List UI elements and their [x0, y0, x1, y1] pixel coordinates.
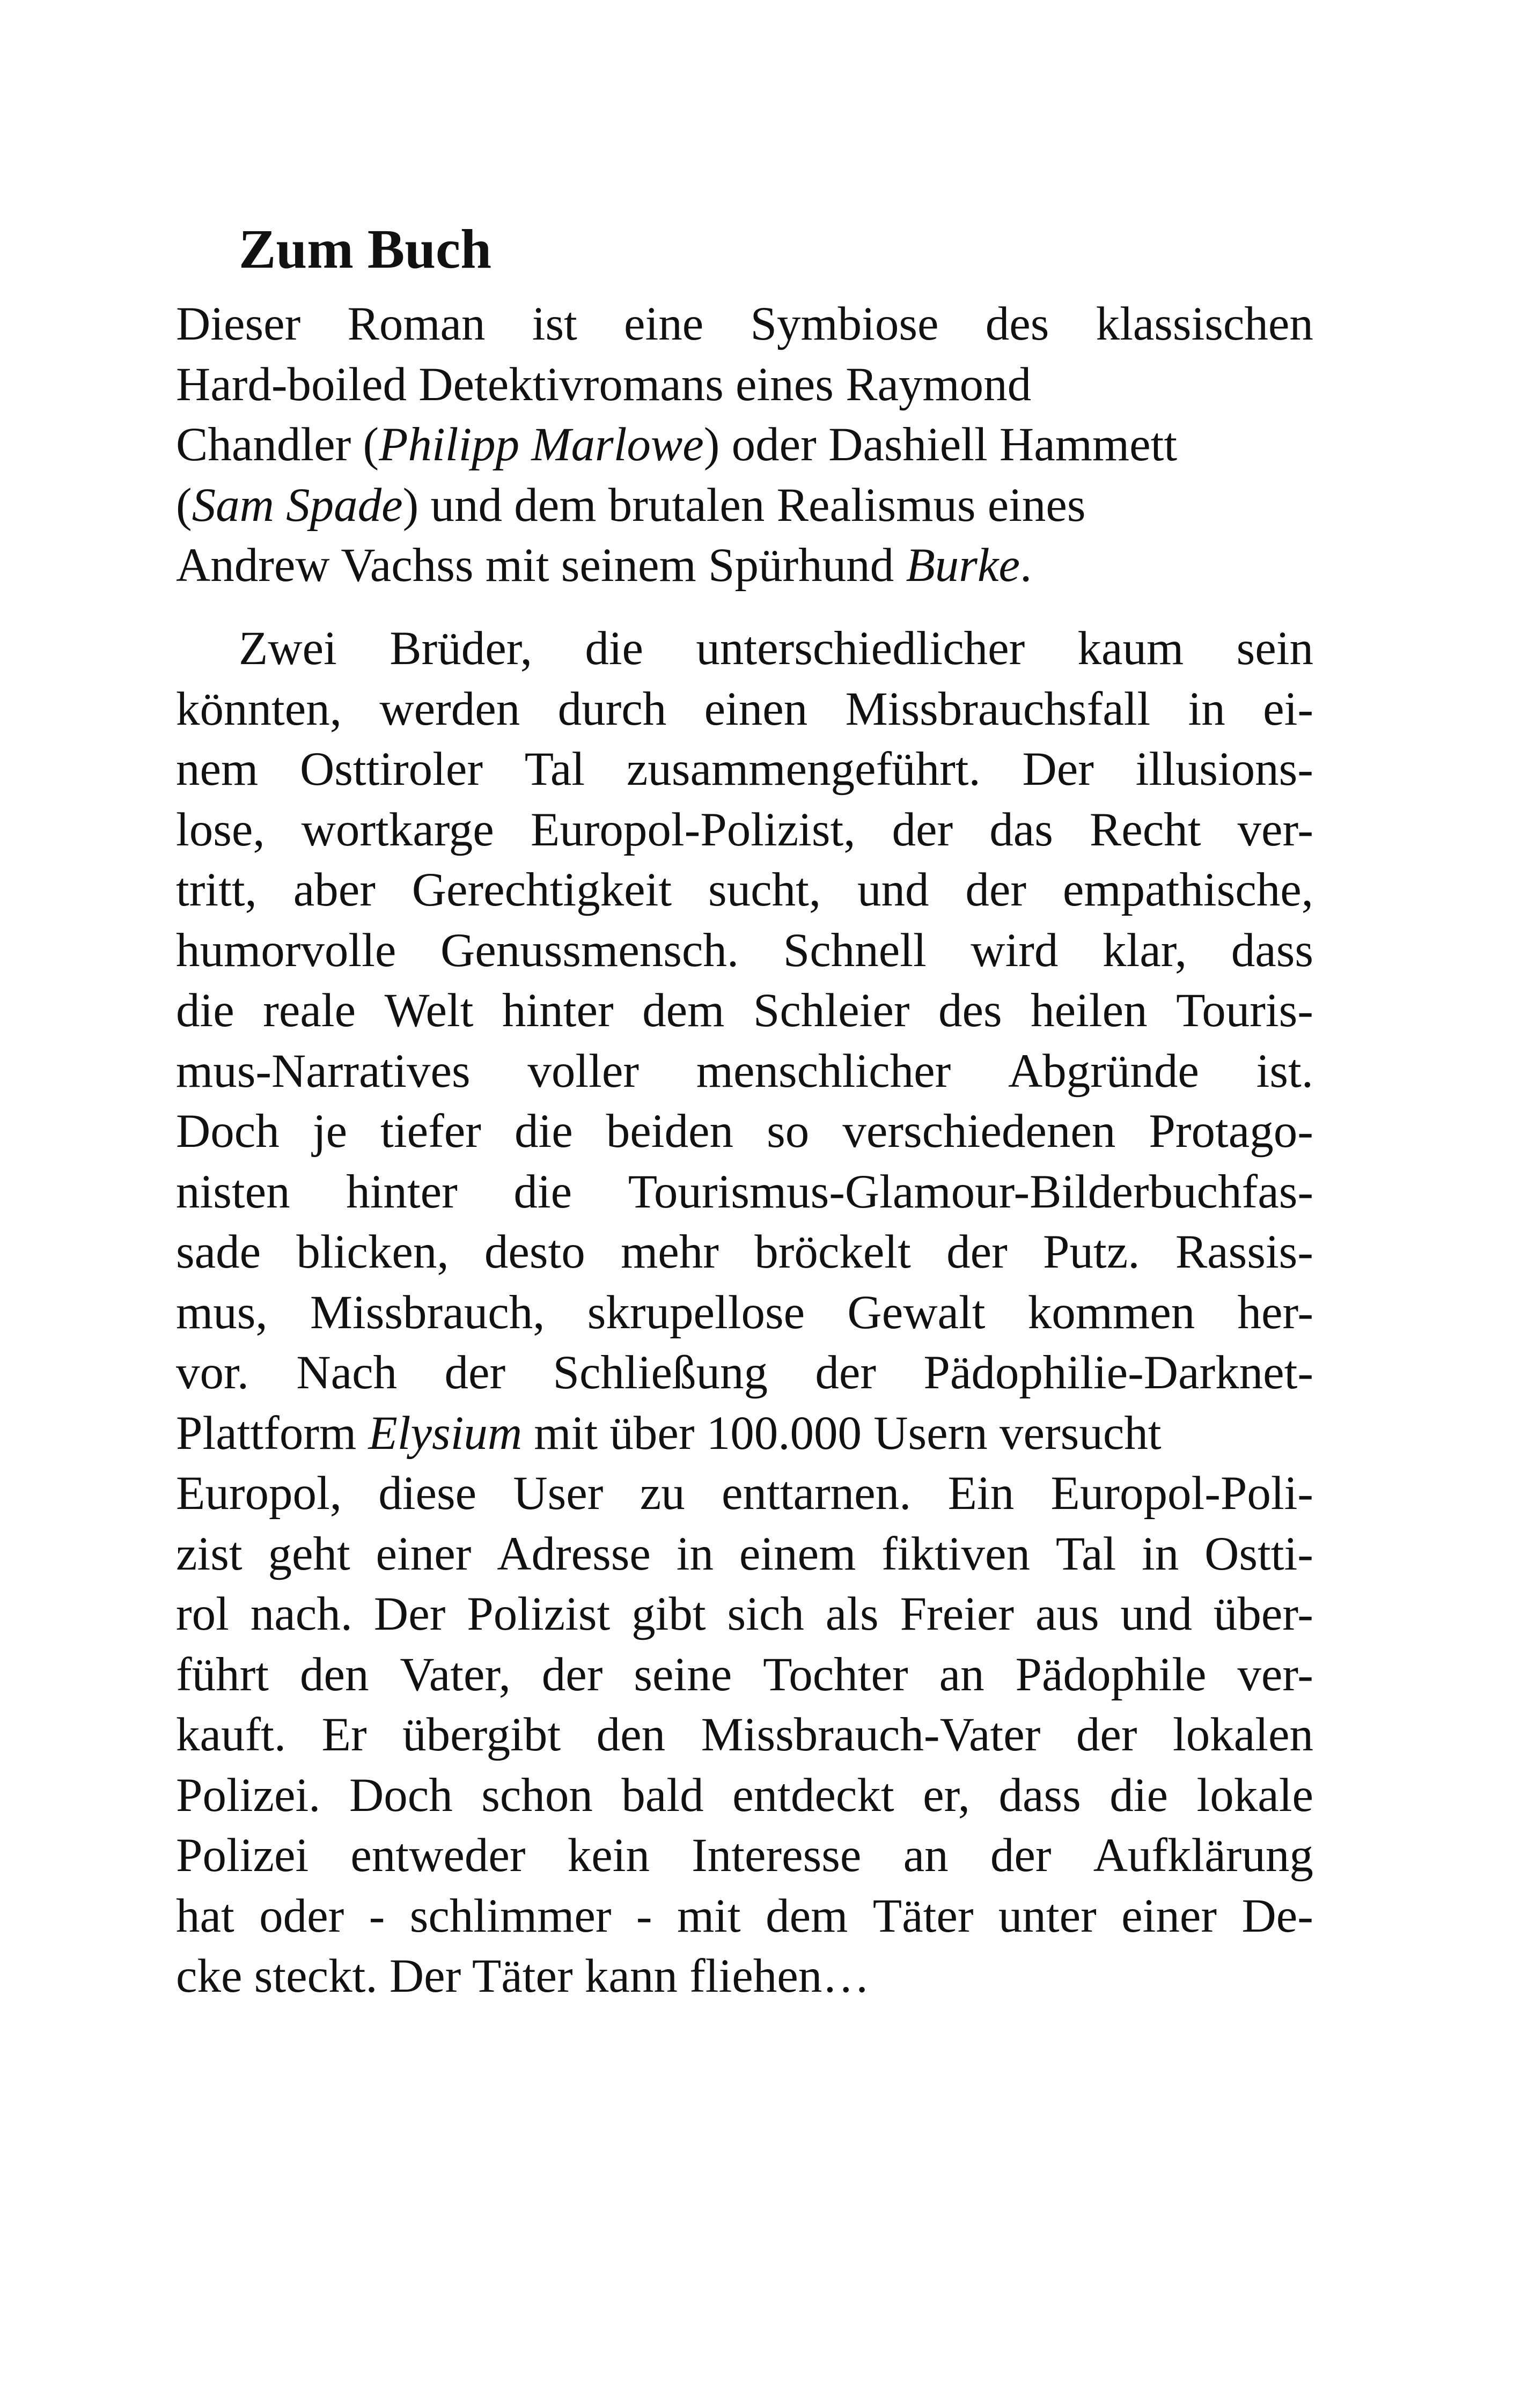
word: Polizist — [467, 1588, 611, 1640]
word: Der — [1022, 743, 1094, 796]
word: De- — [1241, 1889, 1313, 1942]
word: Gerechtigkeit — [412, 864, 672, 916]
word: Vater, — [400, 1648, 511, 1701]
word: Tourismus-Glamour-Bilderbuchfas- — [628, 1165, 1313, 1218]
word: übergibt — [402, 1709, 561, 1761]
word: vor. — [176, 1346, 249, 1399]
word: Genussmensch. — [440, 924, 739, 977]
word: Symbiose — [750, 298, 939, 350]
word: schon — [481, 1769, 593, 1822]
word: Putz. — [1043, 1226, 1140, 1278]
word: Schnell — [783, 924, 927, 977]
word: Interesse — [692, 1829, 862, 1882]
text-line — [176, 1645, 1313, 1705]
word: sein — [1236, 622, 1313, 675]
word: wird — [971, 924, 1059, 977]
word: dass — [1231, 924, 1313, 977]
line-text: Andrew Vachss mit seinem Spürhund — [176, 539, 906, 592]
word: klar, — [1103, 924, 1187, 977]
word: illusions- — [1135, 743, 1313, 796]
text-line — [176, 1946, 1313, 2007]
word: der — [541, 1648, 603, 1701]
word: unterschiedlicher — [696, 622, 1025, 675]
line-text: . — [1019, 539, 1032, 592]
word: lose, — [176, 803, 265, 856]
line-text: mit über 100.000 Usern versucht — [522, 1406, 1162, 1460]
text-line — [176, 535, 1313, 596]
word: in — [1188, 682, 1225, 735]
word: durch — [557, 682, 667, 735]
word: zist — [176, 1527, 243, 1580]
word: Polizei. — [176, 1769, 321, 1822]
word: einem — [739, 1527, 856, 1580]
word: gibt — [631, 1588, 706, 1640]
character-name-philipp-marlowe: Philipp Marlowe — [379, 418, 704, 471]
word: Europol, — [176, 1467, 342, 1520]
word: User — [513, 1467, 604, 1520]
word: Pädophilie-Darknet- — [923, 1346, 1313, 1399]
word: ver- — [1237, 803, 1313, 856]
word: hinter — [502, 984, 614, 1037]
word: lokale — [1196, 1769, 1313, 1822]
word: Tal — [524, 743, 585, 796]
word: lokalen — [1173, 1709, 1313, 1761]
word: als — [825, 1588, 879, 1640]
word: Tal — [1055, 1527, 1116, 1580]
character-name-burke: Burke — [906, 539, 1020, 592]
word: in — [676, 1527, 714, 1580]
word: der — [965, 864, 1027, 916]
text-line — [176, 1524, 1313, 1585]
word: kommen — [1027, 1286, 1195, 1339]
word: je — [312, 1105, 348, 1158]
word: Rassis- — [1175, 1226, 1313, 1278]
word: die — [1109, 1769, 1169, 1822]
word: sich — [727, 1588, 804, 1640]
line-text: Plattform — [176, 1406, 369, 1460]
text-line — [176, 1101, 1313, 1162]
word: ver- — [1237, 1648, 1313, 1701]
text-line — [176, 355, 1313, 415]
word: der — [1076, 1709, 1137, 1761]
word: Adresse — [497, 1527, 651, 1580]
word: bröckelt — [754, 1226, 911, 1278]
word: führt — [176, 1648, 269, 1701]
word: kauft. — [176, 1709, 286, 1761]
word: humorvolle — [176, 924, 396, 977]
word: bald — [621, 1769, 704, 1822]
text-line — [176, 981, 1313, 1041]
word: kein — [567, 1829, 650, 1882]
text-line — [176, 679, 1313, 740]
word: blicken, — [296, 1226, 449, 1278]
text-line — [176, 294, 1313, 355]
word: her- — [1237, 1286, 1313, 1339]
word: - — [369, 1889, 385, 1942]
text-line — [176, 1825, 1313, 1886]
section-title: Zum Buch — [239, 218, 492, 280]
word: Recht — [1089, 803, 1201, 856]
word: heilen — [1031, 984, 1148, 1037]
text-line — [176, 1041, 1313, 1102]
word: Nach — [296, 1346, 398, 1399]
platform-name-elysium: Elysium — [368, 1406, 523, 1460]
word: zusammengeführt. — [626, 743, 981, 796]
word: nisten — [176, 1165, 290, 1218]
word: Dieser — [176, 298, 301, 350]
word: nem — [176, 743, 259, 796]
word: desto — [484, 1226, 585, 1278]
word: den — [596, 1709, 666, 1761]
word: mit — [677, 1889, 741, 1942]
line-text: ) oder Dashiell Hammett — [703, 418, 1178, 471]
word: fiktiven — [881, 1527, 1030, 1580]
word: - — [636, 1889, 652, 1942]
word: wortkarge — [301, 803, 494, 856]
word: der — [444, 1346, 506, 1399]
word: könnten, — [176, 682, 342, 735]
word: sucht, — [708, 864, 821, 916]
word: Schleier — [753, 984, 910, 1037]
text-line — [176, 1403, 1313, 1464]
word: Er — [321, 1709, 367, 1761]
word: skrupellose — [587, 1286, 805, 1339]
word: die — [176, 984, 234, 1037]
word: den — [299, 1648, 369, 1701]
word: dem — [766, 1889, 848, 1942]
word: Doch — [176, 1105, 280, 1158]
word: Pädophile — [1015, 1648, 1207, 1701]
word: hat — [176, 1889, 234, 1942]
text-line — [176, 1162, 1313, 1223]
word: die — [513, 1165, 572, 1218]
word: Der — [373, 1588, 446, 1640]
word: aus — [1035, 1588, 1099, 1640]
word: einen — [704, 682, 808, 735]
word: enttarnen. — [722, 1467, 912, 1520]
text-line — [176, 739, 1313, 800]
text-line — [176, 1283, 1313, 1343]
word: voller — [527, 1044, 640, 1098]
word: über- — [1213, 1588, 1313, 1640]
word: reale — [263, 984, 356, 1037]
text-line — [176, 1463, 1313, 1524]
text-line — [176, 1343, 1313, 1403]
word: des — [938, 984, 1002, 1037]
word: Gewalt — [847, 1286, 986, 1339]
word: Täter — [872, 1889, 974, 1942]
word: der — [990, 1829, 1052, 1882]
word: so — [767, 1105, 810, 1158]
word: ei- — [1263, 682, 1313, 735]
word: dass — [998, 1769, 1081, 1822]
word: der — [892, 803, 953, 856]
word: entweder — [350, 1829, 526, 1882]
word: nach. — [250, 1588, 353, 1640]
word: das — [989, 803, 1053, 856]
word: werden — [379, 682, 520, 735]
word: die — [514, 1105, 573, 1158]
text-line — [176, 415, 1313, 475]
word: Ein — [947, 1467, 1015, 1520]
word: klassischen — [1096, 298, 1313, 350]
word: er, — [923, 1769, 970, 1822]
word: verschiedenen — [842, 1105, 1116, 1158]
word: Brüder, — [390, 622, 533, 675]
word: Freier — [900, 1588, 1015, 1640]
text-line — [176, 1584, 1313, 1645]
text-line — [176, 475, 1313, 536]
word: der — [815, 1346, 877, 1399]
word: zu — [640, 1467, 685, 1520]
word: in — [1142, 1527, 1179, 1580]
word: an — [939, 1648, 984, 1701]
text-line — [176, 921, 1313, 981]
word: tiefer — [380, 1105, 481, 1158]
word: empathische, — [1062, 864, 1313, 916]
word: mus, — [176, 1286, 268, 1339]
word: einer — [376, 1527, 472, 1580]
line-text: Hard-boiled Detektivromans eines Raymond — [176, 358, 1032, 411]
word: Missbrauchsfall — [845, 682, 1151, 735]
word: Protago- — [1149, 1105, 1313, 1158]
line-text: Chandler ( — [176, 418, 379, 471]
text-line — [176, 1705, 1313, 1765]
word: und — [1120, 1588, 1192, 1640]
text-line — [176, 1765, 1313, 1826]
word: Roman — [347, 298, 486, 350]
word: Tochter — [763, 1648, 908, 1701]
word: einer — [1121, 1889, 1217, 1942]
intro-paragraph — [176, 294, 1313, 596]
word: geht — [268, 1527, 350, 1580]
word: Welt — [384, 984, 474, 1037]
word: Missbrauch-Vater — [701, 1709, 1041, 1761]
word: ist. — [1256, 1044, 1313, 1098]
word: mehr — [621, 1226, 719, 1278]
word: kaum — [1077, 622, 1184, 675]
word: des — [985, 298, 1049, 350]
word: ist — [532, 298, 577, 350]
word: Doch — [349, 1769, 453, 1822]
text-line — [176, 800, 1313, 860]
word: Touris- — [1176, 984, 1313, 1037]
word: diese — [378, 1467, 477, 1520]
line-text: ( — [176, 478, 192, 532]
word: unter — [998, 1889, 1097, 1942]
summary-paragraph — [176, 618, 1313, 2007]
text-line — [176, 860, 1313, 921]
word: an — [903, 1829, 949, 1882]
word: dem — [642, 984, 725, 1037]
line-text: ) und dem brutalen Realismus eines — [402, 478, 1086, 532]
word: Europol-Poli- — [1050, 1467, 1313, 1520]
word: Europol-Polizist, — [530, 803, 856, 856]
word: Zwei — [239, 622, 337, 675]
text-line — [176, 1886, 1313, 1947]
word: Abgründe — [1008, 1044, 1199, 1098]
word: beiden — [606, 1105, 734, 1158]
word: seine — [634, 1648, 732, 1701]
text-line — [176, 618, 1313, 679]
word: hinter — [346, 1165, 458, 1218]
word: Ostti- — [1204, 1527, 1313, 1580]
word: oder — [259, 1889, 344, 1942]
character-name-sam-spade: Sam Spade — [192, 478, 403, 532]
word: Polizei — [176, 1829, 309, 1882]
word: die — [585, 622, 644, 675]
word: menschlicher — [696, 1044, 951, 1098]
word: Aufklärung — [1093, 1829, 1313, 1882]
word: sade — [176, 1226, 261, 1278]
text-line — [176, 1222, 1313, 1283]
word: Missbrauch, — [310, 1286, 545, 1339]
word: Osttiroler — [299, 743, 483, 796]
word: mus-Narratives — [176, 1044, 471, 1098]
word: der — [946, 1226, 1008, 1278]
word: entdeckt — [732, 1769, 894, 1822]
word: tritt, — [176, 864, 257, 916]
word: eine — [624, 298, 704, 350]
line-text: cke steckt. Der Täter kann fliehen… — [176, 1950, 870, 2002]
word: rol — [176, 1588, 229, 1640]
word: aber — [293, 864, 376, 916]
word: und — [857, 864, 929, 916]
word: Schließung — [553, 1346, 768, 1399]
word: schlimmer — [409, 1889, 612, 1942]
